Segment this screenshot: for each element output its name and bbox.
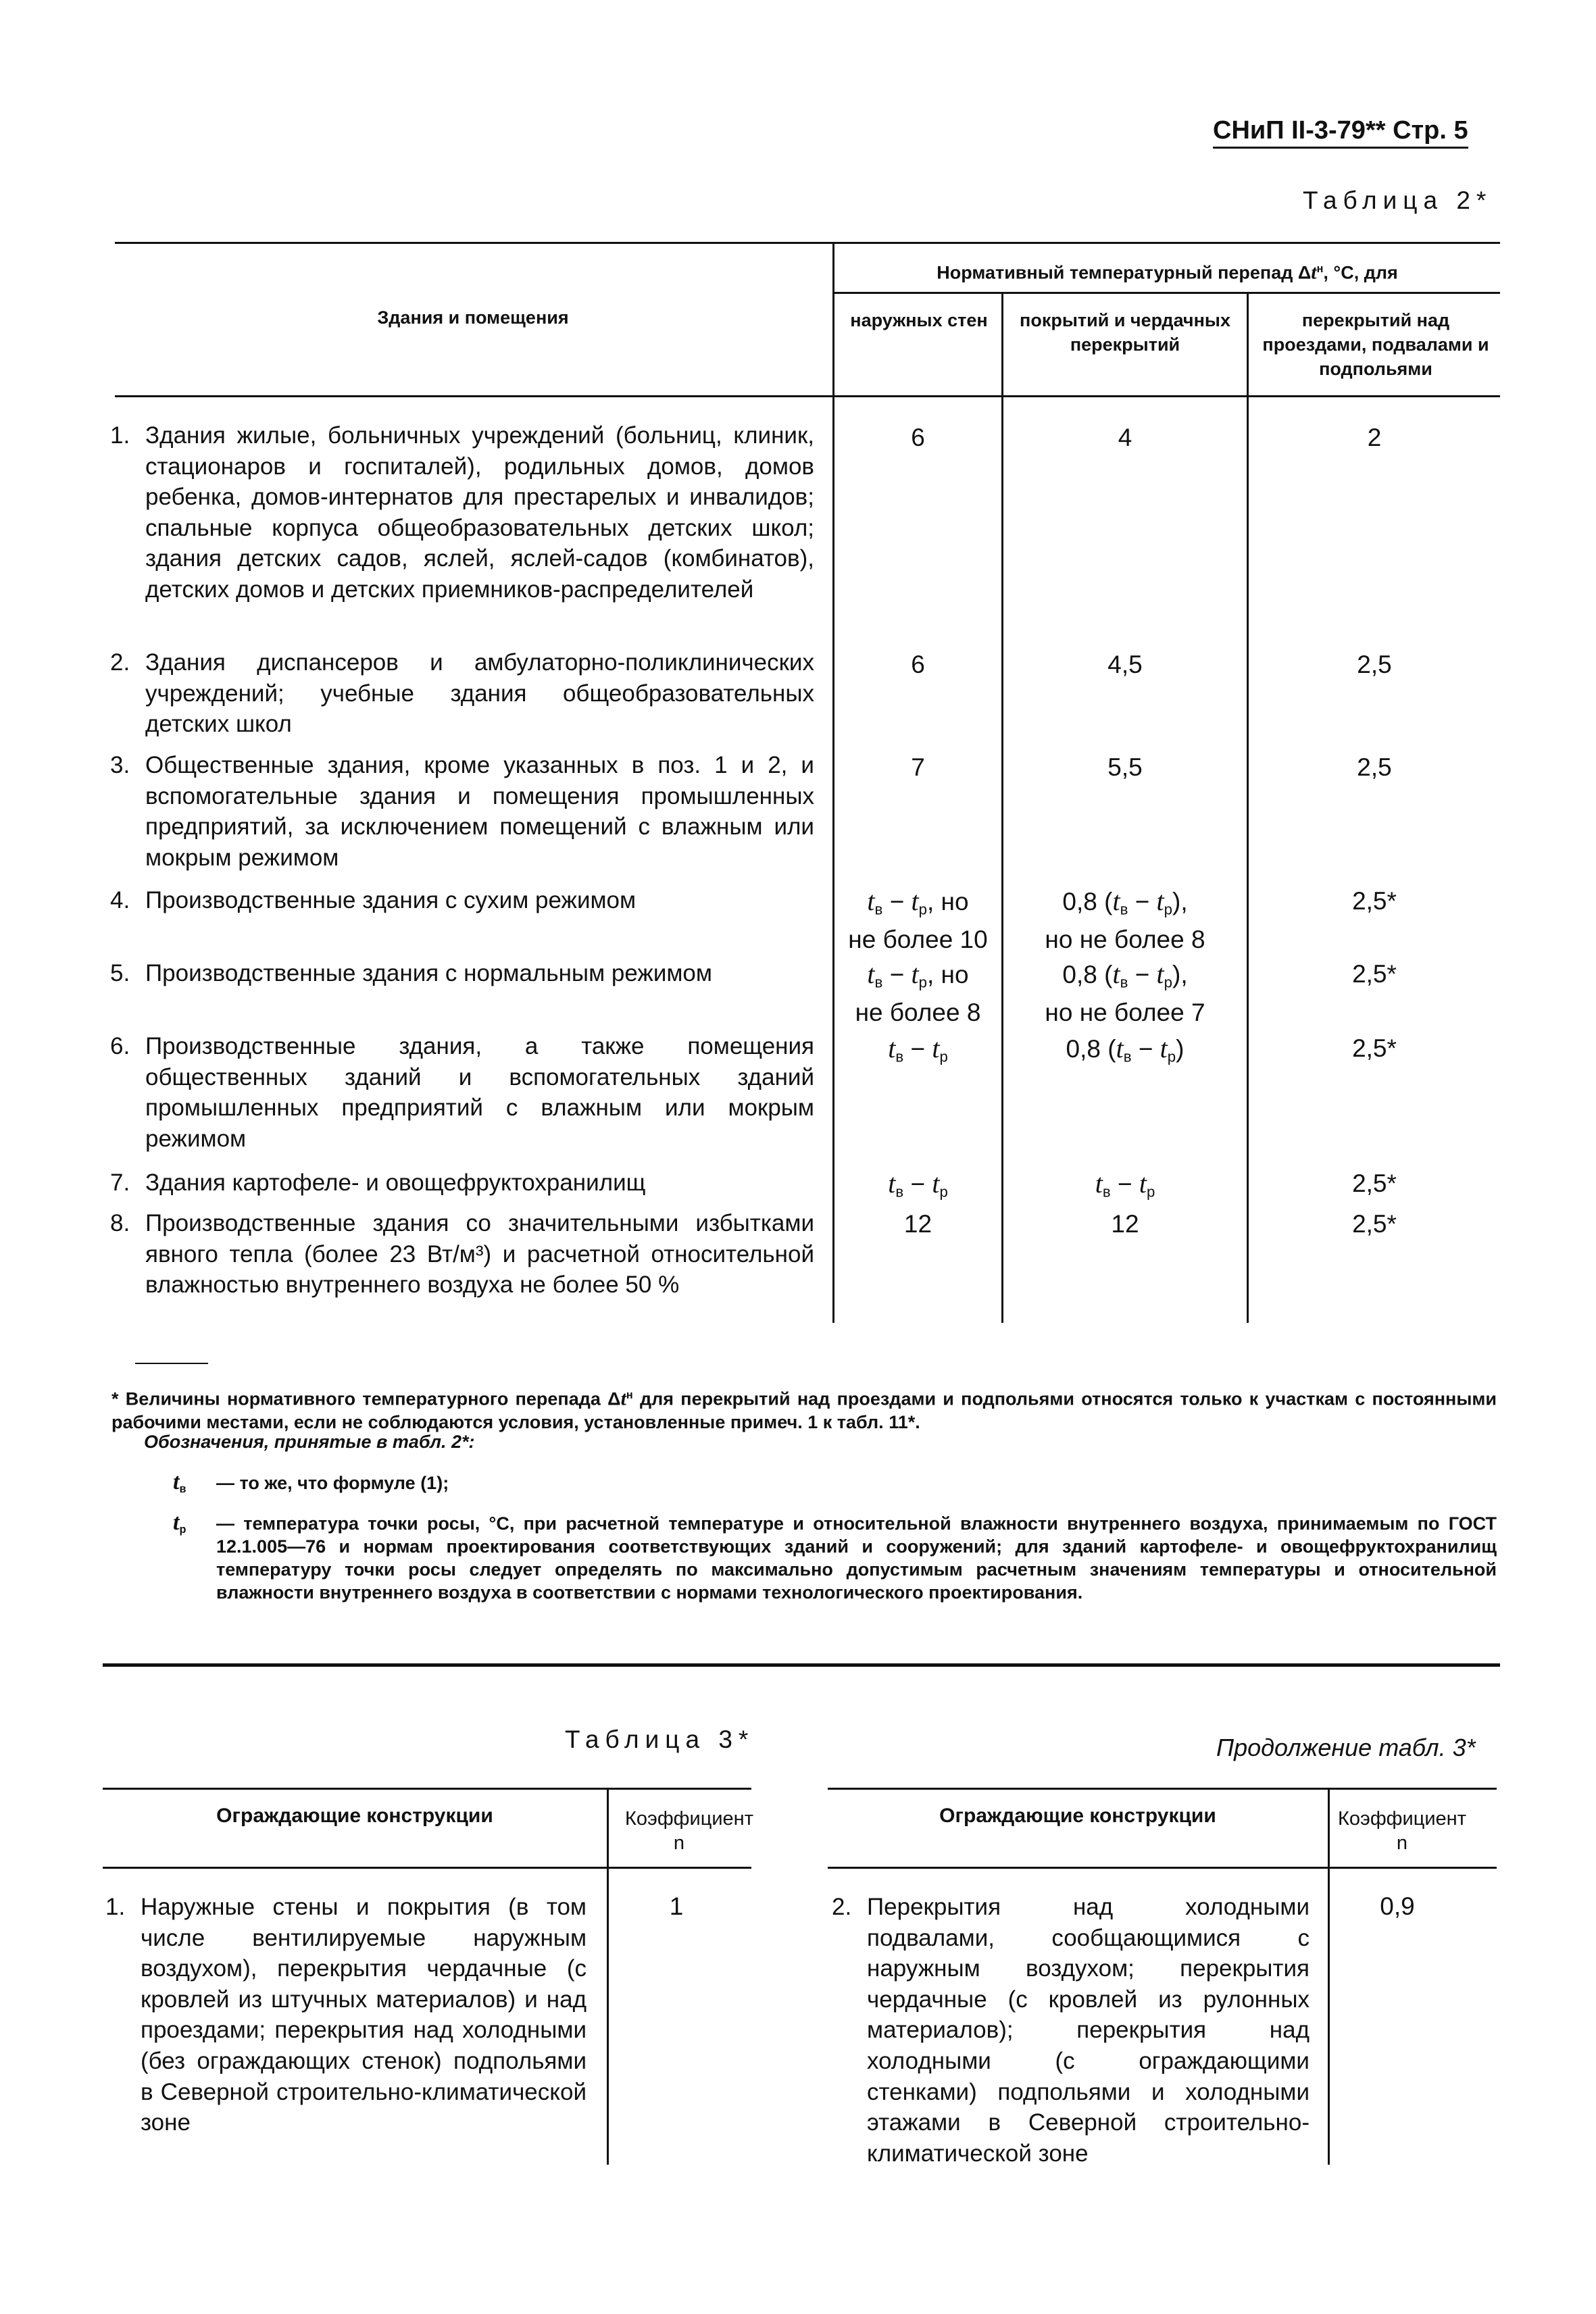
row-text: Перекрытия над холодными подвалами, сообщающимися с наружным воздухом; перекрытия чердачные (с кровлей из рулонных материалов); перекрытия над холодными (с ограждающими стенками) подпольями и холодными этажами в Северной строительно-климатической зоне — [867, 1894, 1310, 2167]
table2-row-8-floors: 2,5* — [1352, 1210, 1397, 1238]
table3-right-header-rule — [828, 1867, 1497, 1869]
row-number: 1. — [105, 1894, 126, 1920]
table2-row-6-roofs: 0,8 $(t_в - t_р)$ — [1066, 1033, 1184, 1065]
table3-row-2-coef: 0,9 — [1380, 1892, 1415, 1920]
table2-row-2-walls: 6 — [911, 651, 925, 678]
table2-row-1-floors: 2 — [1367, 424, 1382, 451]
table2-row-5-floors: 2,5* — [1352, 960, 1397, 988]
table3-continuation-title: Продолжение табл. 3* — [1216, 1734, 1476, 1761]
table2-row-2-floors: 2,5 — [1357, 651, 1392, 678]
notation-tv: — то же, что формуле (1); — [216, 1473, 449, 1493]
page-header: СНиП II-3-79** Стр. 5 — [1213, 116, 1468, 149]
row-number: 2. — [832, 1894, 852, 1920]
row-number: 6. — [110, 1033, 130, 1059]
row-number: 1. — [110, 422, 130, 449]
header-group-sup: н — [1316, 263, 1324, 275]
table2-row-3-roofs: 5,5 — [1107, 753, 1143, 781]
table3-left-top-rule — [103, 1788, 751, 1790]
table3-left-header-constructions: Ограждающие конструкции — [216, 1805, 493, 1827]
table3-left-col-divider — [607, 1788, 609, 2165]
table2-row-6-text — [110, 1031, 814, 1154]
row-number: 8. — [110, 1210, 130, 1236]
table2-col-divider — [832, 242, 834, 1323]
table3-row-2-text — [832, 1892, 1310, 2169]
table2-row-5-text — [110, 958, 814, 989]
table2-header-walls: наружных стен — [850, 310, 988, 330]
row-text: Производственные здания с сухим режимом — [145, 887, 637, 913]
notation-tv-symbol: $t_в$ — [173, 1469, 186, 1495]
footnote-rule — [135, 1363, 208, 1364]
table2-row-2-roofs: 4,5 — [1107, 651, 1143, 678]
footnote-sup: н — [626, 1389, 633, 1401]
table2-header-floors: перекрытий над проездами, подвалами и подпольями — [1262, 310, 1489, 379]
table2-row-5-roofs: 0,8 $(t_в - t_р)$, но не более 7 — [1003, 959, 1247, 1028]
row-text: Производственные здания, а также помещения общественных зданий и вспомогательных зданий промышленных предприятий с влажным или мокрым режимом — [145, 1033, 814, 1152]
table3-right-col-divider — [1328, 1788, 1330, 2165]
table2-top-rule — [115, 242, 1500, 244]
table2-row-7-walls: $t_в - t_р$ — [888, 1168, 948, 1201]
table2-row-7-text — [110, 1167, 814, 1199]
row-text: Производственные здания со значительными избытками явного тепла (более 23 Вт/м³) и расчетной относительной влажностью внутреннего воздуха не более 50 % — [145, 1210, 814, 1299]
row-text: Производственные здания с нормальным режимом — [145, 960, 712, 986]
table2-row-4-roofs: 0,8 $(t_в - t_р)$, но не более 8 — [1003, 886, 1247, 955]
notation-title: Обозначения, принятые в табл. 2*: — [144, 1432, 475, 1452]
footnote-prefix: * Величины нормативного температурного перепада Δ — [111, 1388, 621, 1409]
table2-header-bottom-rule — [115, 395, 1500, 397]
row-text: Здания жилые, больничных учреждений (больниц, клиник, стационаров и госпиталей), родильных домов, домов ребенка, домов-интернатов для престарелых и инвалидов; спальные корпуса общеобразовательных детских школ; здания детских садов, яслей, яслей-садов (комбинатов), детских домов и детских приемников-распределителей — [145, 422, 814, 603]
footnote-var: t — [620, 1387, 626, 1410]
row-number: 3. — [110, 752, 130, 778]
table2-row-6-walls: $t_в - t_р$ — [888, 1033, 948, 1065]
row-text: Общественные здания, кроме указанных в поз. 1 и 2, и вспомогательные здания и помещения промышленных предприятий, за исключением помещений с влажным или мокрым режимом — [145, 752, 814, 871]
row-number: 2. — [110, 649, 130, 676]
row-text: Здания диспансеров и амбулаторно-поликлинических учреждений; учебные здания общеобразовательных детских школ — [145, 649, 814, 738]
table3-left-header-rule — [103, 1867, 751, 1869]
table2-footnote — [111, 1384, 1497, 1434]
row-number: 4. — [110, 887, 130, 913]
table2-row-4-walls: $t_в - t_р$, но не более 10 — [834, 886, 1001, 955]
row-text: Наружные стены и покрытия (в том числе вентилируемые наружным воздухом), перекрытия чердачные (с кровлей из штучных материалов) и над проездами; перекрытия над холодными (без ограждающих стенок) подпольями в Северной строительно-климатической зоне — [141, 1894, 587, 2136]
footnote-suffix: для перекрытий над проездами и подпольями относятся только к участкам с постоянными рабочими местами, если не соблюдаются условия, установленные примеч. 1 к табл. 11*. — [111, 1388, 1497, 1432]
table2-row-1-walls: 6 — [911, 424, 925, 451]
notation-tp-symbol: $t_р$ — [173, 1510, 186, 1536]
walls-note: не более 10 — [848, 925, 988, 953]
table3-right-header-constructions: Ограждающие конструкции — [939, 1805, 1216, 1827]
table2-row-3-walls: 7 — [911, 753, 925, 781]
table3-row-1-coef: 1 — [669, 1892, 684, 1920]
notation-tp: — температура точки росы, °С, при расчетной температуре и относительной влажности внутреннего воздуха, принимаемым по ГОСТ 12.1.005—76 и нормам проектирования соответствующих зданий и сооружений; для зданий картофеле- и овощефруктохранилищ температуру точки росы следует определять по максимально допустимым расчетным значениям температуры и относительной влажности внутреннего воздуха в соответствии с нормами технологического проектирования. — [216, 1513, 1497, 1603]
table3-left-header-coef: Коэффициент n — [625, 1808, 753, 1854]
table2-row-8-roofs: 12 — [1111, 1210, 1139, 1238]
table2-row-5-walls: $t_в - t_р$, но не более 8 — [834, 959, 1001, 1028]
row-text: Здания картофеле- и овощефруктохранилищ — [145, 1169, 646, 1196]
table2-title: Таблица 2* — [1303, 186, 1493, 214]
table3-row-1-text — [105, 1892, 587, 2138]
table3-right-header-coef: Коэффициент n — [1338, 1808, 1466, 1854]
table2-row-7-roofs: $t_в - t_р$ — [1095, 1168, 1155, 1201]
roofs-note: но не более 8 — [1045, 925, 1205, 953]
table2-row-8-walls: 12 — [903, 1210, 932, 1238]
row-number: 5. — [110, 960, 130, 986]
table2-subheader-rule — [834, 292, 1500, 294]
table3-right-top-rule — [828, 1788, 1497, 1790]
table2-row-7-floors: 2,5* — [1352, 1169, 1397, 1197]
section-divider — [103, 1663, 1500, 1667]
table3-title: Таблица 3* — [565, 1726, 755, 1753]
header-group-prefix: Нормативный температурный перепад Δ — [937, 262, 1312, 283]
header-group-var: t — [1311, 261, 1317, 284]
table2-header-roofs: покрытий и чердачных перекрытий — [1020, 310, 1230, 355]
table2-row-3-floors: 2,5 — [1357, 753, 1392, 781]
table2-row-8-text — [110, 1208, 814, 1301]
row-number: 7. — [110, 1169, 130, 1196]
table2-row-6-floors: 2,5* — [1352, 1034, 1397, 1062]
roofs-note: но не более 7 — [1045, 998, 1205, 1026]
table2-row-4-floors: 2,5* — [1352, 887, 1397, 915]
walls-note: не более 8 — [855, 998, 981, 1026]
table2-row-4-text — [110, 885, 814, 916]
table2-header-group — [834, 257, 1500, 285]
table2-row-3-text — [110, 750, 814, 873]
table2-header-buildings: Здания и помещения — [377, 307, 569, 328]
table2-row-2-text — [110, 647, 814, 740]
header-group-suffix: , °С, для — [1323, 262, 1398, 283]
table2-row-1-roofs: 4 — [1118, 424, 1132, 451]
table2-row-1-text — [110, 420, 814, 605]
